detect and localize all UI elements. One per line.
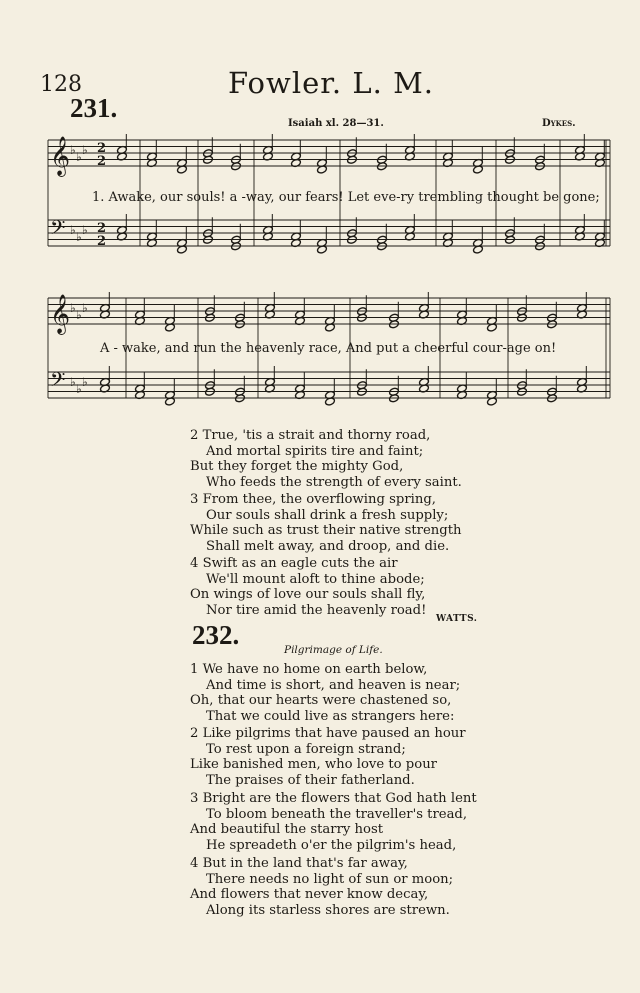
verse-line: Shall melt away, and droop, and die.	[206, 538, 450, 554]
hymn-231-verse-4	[190, 556, 426, 618]
verse-line: But they forget the mighty God,	[190, 459, 404, 474]
flat-icon: ♭	[82, 143, 88, 157]
music-score	[0, 0, 640, 430]
verse-line: Like banished men, who love to pour	[190, 757, 437, 772]
hymn-232-verse-3	[190, 791, 477, 853]
verse-line: On wings of love our souls shall fly,	[190, 587, 426, 602]
verse-line: 1 We have no home on earth below,	[190, 662, 428, 677]
flat-icon: ♭	[70, 375, 76, 389]
time-signature: 2	[97, 234, 107, 249]
flat-icon: ♭	[70, 301, 76, 315]
flat-icon: ♭	[70, 223, 76, 237]
hymn-232-verse-1	[190, 662, 460, 724]
verse-line: Our souls shall drink a fresh supply;	[206, 507, 449, 523]
verse-line: To rest upon a foreign strand;	[206, 741, 406, 757]
bass-clef-icon: 𝄢	[50, 368, 66, 396]
lyric-line-2: A - wake, and run the heavenly race, And put a cheerful cour-age on!	[100, 341, 557, 356]
tune-title: Fowler. L. M.	[228, 66, 434, 100]
verse-line: And beautiful the starry host	[190, 822, 384, 837]
flat-icon: ♭	[76, 150, 82, 164]
time-signature: 2	[97, 221, 107, 236]
flat-icon: ♭	[76, 230, 82, 244]
verse-line: That we could live as strangers here:	[206, 708, 455, 724]
time-signature: 2	[97, 141, 107, 156]
hymn-232-subtitle: Pilgrimage of Life.	[284, 644, 383, 656]
page-number: 128	[40, 72, 82, 97]
flat-icon: ♭	[76, 382, 82, 396]
verse-line: Along its starless shores are strewn.	[206, 902, 450, 918]
verse-line: Nor tire amid the heavenly road!	[206, 602, 427, 618]
verse-line: 4 But in the land that's far away,	[190, 856, 408, 871]
bass-clef-icon: 𝄢	[50, 216, 66, 244]
hymn-231-number: 231.	[70, 93, 118, 123]
flat-icon: ♭	[76, 308, 82, 322]
verse-line: We'll mount aloft to thine abode;	[206, 571, 425, 587]
treble-clef-icon: 𝄞	[50, 136, 71, 176]
verse-line: And flowers that never know decay,	[190, 887, 429, 902]
time-signature: 2	[97, 154, 107, 169]
flat-icon: ♭	[82, 301, 88, 315]
verse-line: 3 Bright are the flowers that God hath lent	[190, 791, 477, 806]
verse-line: 2 Like pilgrims that have paused an hour	[190, 726, 466, 741]
flat-icon: ♭	[82, 223, 88, 237]
verse-line: 4 Swift as an eagle cuts the air	[190, 556, 398, 571]
verse-line: Oh, that our hearts were chastened so,	[190, 693, 452, 708]
verse-line: 3 From thee, the overflowing spring,	[190, 492, 436, 507]
scripture-reference: Isaiah xl. 28—31.	[288, 118, 384, 129]
hymn-232-number: 232.	[192, 620, 240, 650]
hymn-231-author: WATTS.	[436, 614, 478, 624]
verse-line: And mortal spirits tire and faint;	[206, 443, 424, 459]
hymn-231-verse-2	[190, 428, 462, 490]
flat-icon: ♭	[82, 375, 88, 389]
hymn-231-verse-3	[190, 492, 462, 554]
lyric-line-1: 1. Awake, our souls! a -way, our fears! Let eve-ry trembling thought be gone;	[92, 190, 600, 205]
verse-line: To bloom beneath the traveller's tread,	[206, 806, 468, 822]
treble-clef-icon: 𝄞	[50, 294, 71, 334]
verse-line: And time is short, and heaven is near;	[206, 677, 461, 693]
verse-line: While such as trust their native strength	[190, 523, 462, 538]
hymn-232-verse-2	[190, 726, 466, 788]
verse-line: Who feeds the strength of every saint.	[206, 474, 462, 490]
hymn-232-verse-4	[190, 856, 453, 918]
composer-credit: Dykes.	[542, 118, 576, 129]
flat-icon: ♭	[70, 143, 76, 157]
verse-line: He spreadeth o'er the pilgrim's head,	[206, 837, 457, 853]
verse-line: The praises of their fatherland.	[206, 772, 415, 788]
verse-line: 2 True, 'tis a strait and thorny road,	[190, 428, 431, 443]
verse-line: There needs no light of sun or moon;	[206, 871, 454, 887]
